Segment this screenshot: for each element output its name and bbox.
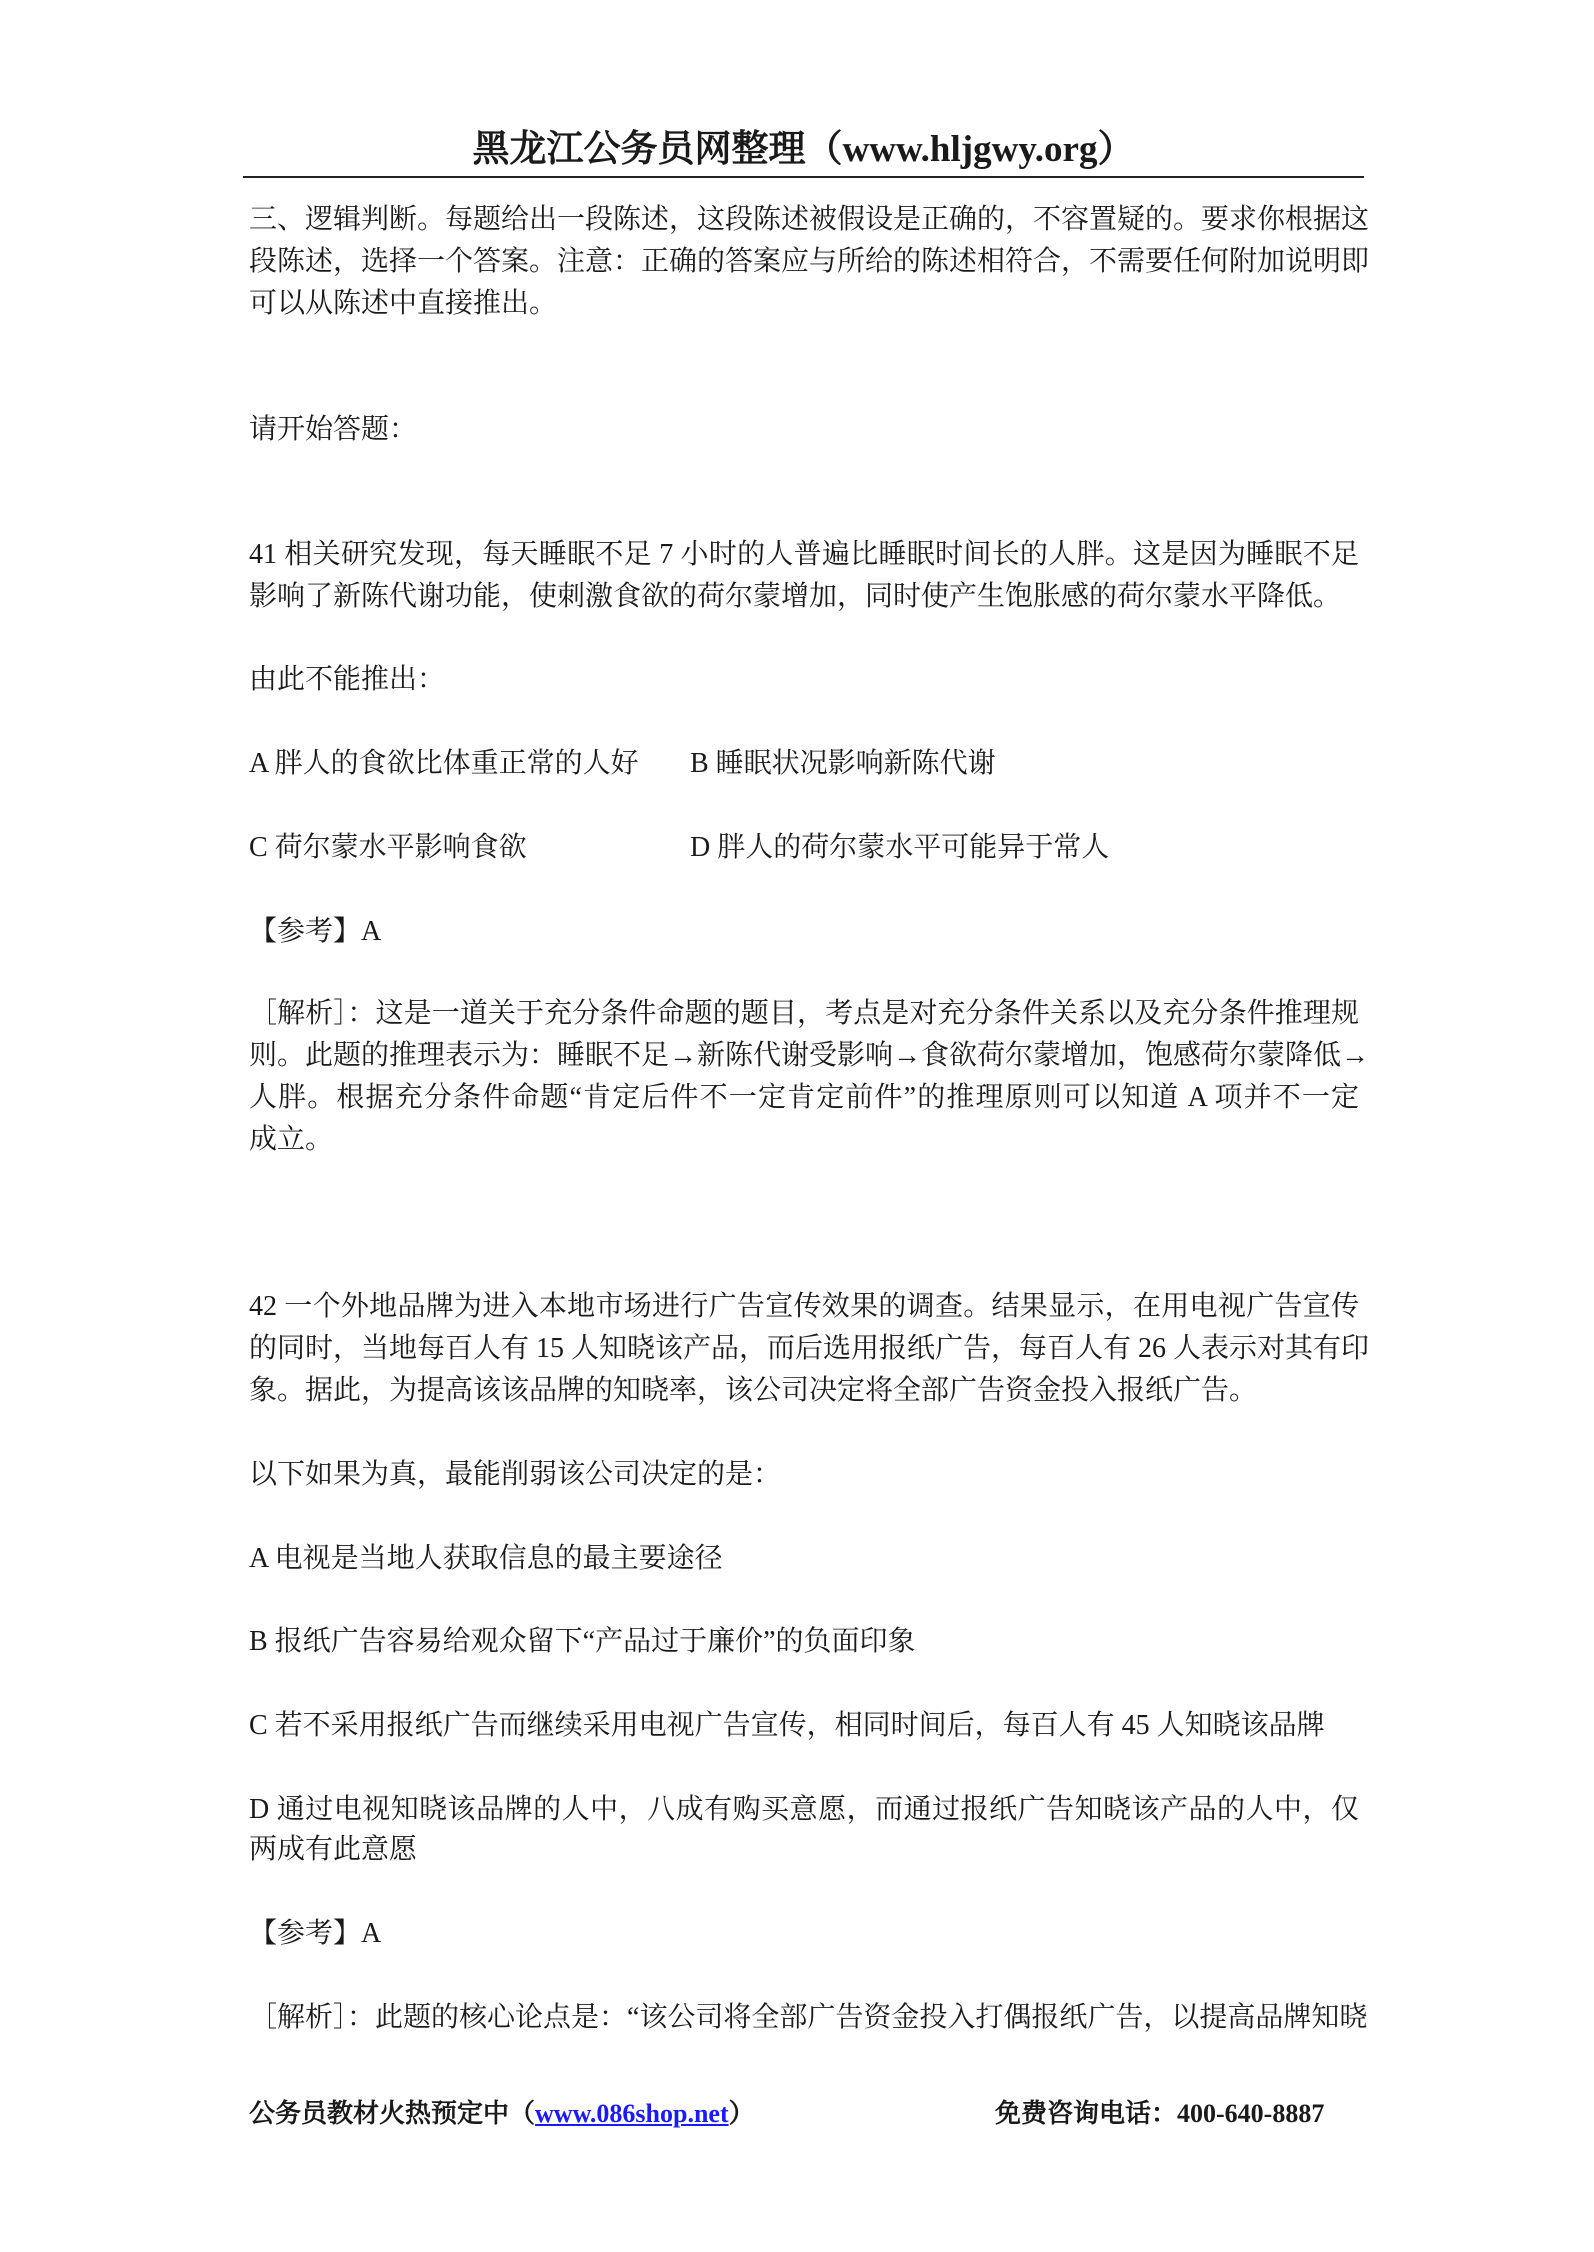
q42-stem-line: 象。据此，为提高该该品牌的知晓率，该公司决定将全部广告资金投入报纸广告。 — [249, 1375, 1258, 1406]
q42-option-d-line: D 通过电视知晓该品牌的人中，八成有购买意愿，而通过报纸广告知晓该产品的人中，仅 — [249, 1794, 1359, 1825]
q41-stem-line: 41 相关研究发现，每天睡眠不足 7 小时的人普遍比睡眠时间长的人胖。这是因为睡眠不足 — [249, 539, 1359, 570]
start-prompt: 请开始答题： — [249, 414, 418, 445]
q41-stem-line: 影响了新陈代谢功能，使刺激食欲的荷尔蒙增加，同时使产生饱胀感的荷尔蒙水平降低。 — [249, 581, 1342, 612]
q42-stem-line: 的同时，当地每百人有 15 人知晓该产品，而后选用报纸广告，每百人有 26 人表示对其有印 — [249, 1333, 1370, 1364]
q41-analysis-line: 成立。 — [249, 1124, 334, 1155]
intro-line: 可以从陈述中直接推出。 — [249, 288, 558, 319]
q41-analysis-line: 则。此题的推理表示为：睡眠不足→新陈代谢受影响→食欲荷尔蒙增加，饱感荷尔蒙降低→ — [249, 1040, 1370, 1071]
intro-line: 三、逻辑判断。每题给出一段陈述，这段陈述被假设是正确的，不容置疑的。要求你根据这 — [249, 204, 1370, 235]
footer-promo-prefix: 公务员教材火热预定中（ — [249, 2099, 536, 2128]
q41-question: 由此不能推出： — [249, 664, 446, 695]
q41-answer: 【参考】A — [249, 916, 382, 947]
q41-option-a: A 胖人的食欲比体重正常的人好 — [249, 748, 639, 779]
footer-shop-link[interactable]: www.086shop.net — [535, 2099, 729, 2128]
q41-option-b: B 睡眠状况影响新陈代谢 — [690, 748, 996, 779]
q42-stem-line: 42 一个外地品牌为进入本地市场进行广告宣传效果的调查。结果显示，在用电视广告宣传 — [249, 1291, 1359, 1322]
q42-option-d-line: 两成有此意愿 — [249, 1834, 418, 1865]
page-header-title: 黑龙江公务员网整理（www.hljgwy.org） — [472, 129, 1135, 170]
q42-answer: 【参考】A — [249, 1918, 382, 1949]
footer-promo-suffix: ） — [728, 2099, 755, 2128]
q41-analysis-line: 人胖。根据充分条件命题“肯定后件不一定肯定前件”的推理原则可以知道 A 项并不一定 — [249, 1082, 1359, 1113]
header-rule — [243, 176, 1364, 178]
q42-question: 以下如果为真，最能削弱该公司决定的是： — [249, 1459, 782, 1490]
q41-analysis-line: ［解析］：这是一道关于充分条件命题的题目，考点是对充分条件关系以及充分条件推理规 — [249, 998, 1359, 1029]
q42-option-b: B 报纸广告容易给观众留下“产品过于廉价”的负面印象 — [249, 1626, 916, 1657]
q42-analysis-line: ［解析］：此题的核心论点是：“该公司将全部广告资金投入打偶报纸广告，以提高品牌知晓 — [249, 2002, 1368, 2033]
intro-line: 段陈述，选择一个答案。注意：正确的答案应与所给的陈述相符合，不需要任何附加说明即 — [249, 246, 1370, 277]
q41-option-d: D 胖人的荷尔蒙水平可能异于常人 — [690, 832, 1110, 863]
q41-option-c: C 荷尔蒙水平影响食欲 — [249, 832, 527, 863]
q42-option-a: A 电视是当地人获取信息的最主要途径 — [249, 1543, 723, 1574]
footer-phone: 免费咨询电话：400-640-8887 — [995, 2099, 1325, 2128]
footer-promo — [249, 2093, 755, 2130]
q42-option-c: C 若不采用报纸广告而继续采用电视广告宣传，相同时间后，每百人有 45 人知晓该品牌 — [249, 1710, 1325, 1741]
